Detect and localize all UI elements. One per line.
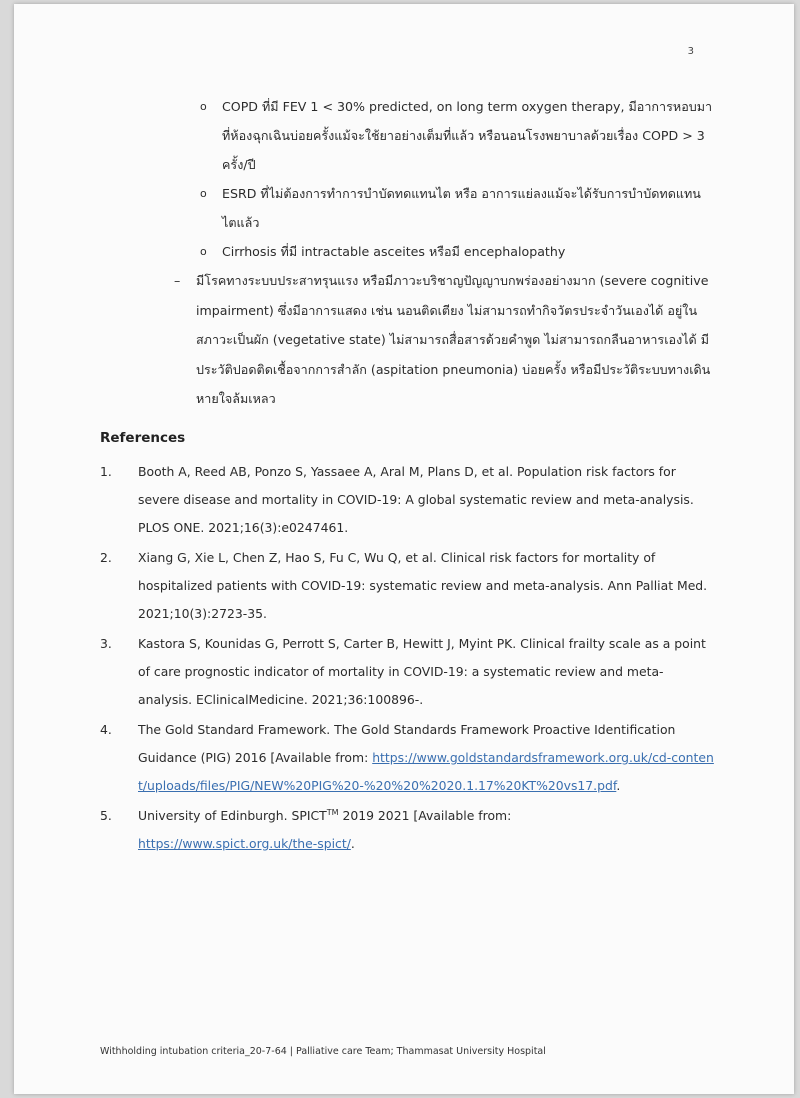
list-item (14, 237, 794, 266)
bullet-text: Cirrhosis ที่มี intractable asceites หรือมี encephalopathy (222, 244, 566, 259)
reference-item (14, 458, 794, 542)
bullet-text: COPD ที่มี FEV 1 < 30% predicted, on long term oxygen therapy, มีอาการหอบมาที่ห้องฉุกเฉินบ่อยครั้งแม้จะใช้ยาอย่างเต็มที่แล้ว หรือนอนโรงพยาบาลด้วยเรื่อง COPD > 3 ครั้ง/ปี (222, 99, 713, 172)
reference-number: 1. (100, 464, 112, 479)
trademark-superscript: TM (326, 807, 339, 817)
gsf-pig-link[interactable]: https://www.goldstandardsframework.org.uk/cd-content/uploads/files/PIG/NEW%20PIG%20-%20%20%2020.1.17%20KT%20vs17.pdf (138, 750, 714, 793)
condition-bullet-list (14, 92, 794, 414)
references-list (14, 458, 794, 860)
reference-end-punct: . (616, 778, 621, 793)
reference-number: 4. (100, 722, 112, 737)
list-item (14, 179, 794, 237)
reference-text-cont: 2019 2021 [Available from: (338, 808, 512, 823)
document-page (14, 4, 794, 1094)
page-number: 3 (687, 46, 694, 57)
reference-number: 2. (100, 550, 112, 565)
references-heading: References (100, 430, 186, 446)
bullet-text: ESRD ที่ไม่ต้องการทำการบำบัดทดแทนไต หรือ อาการแย่ลงแม้จะได้รับการบำบัดทดแทนไตแล้ว (222, 186, 701, 230)
circle-bullet-icon: o (200, 100, 207, 113)
bullet-text: มีโรคทางระบบประสาทรุนแรง หรือมีภาวะบริชาญปัญญาบกพร่องอย่างมาก (severe cognitive impairment) ซึ่งมีอาการแสดง เช่น นอนติดเตียง ไม่สามารถทำกิจวัตรประจำวันเองได้ อยู่ในสภาวะเป็นผัก (vegetative state) ไม่สามารถสื่อสารด้วยคำพูด ไม่สามารถกลืนอาหารเองได้ มีประวัติปอดติดเชื้อจากการสำลัก (aspitation pneumonia) บ่อยครั้ง หรือมีประวัติระบบทางเดินหายใจล้มเหลว (196, 273, 711, 406)
spict-link[interactable]: https://www.spict.org.uk/the-spict/ (138, 836, 351, 851)
reference-end-punct: . (350, 836, 355, 851)
circle-bullet-icon: o (200, 187, 207, 200)
reference-item (14, 544, 794, 628)
list-item (14, 266, 794, 414)
reference-text: University of Edinburgh. SPICT (138, 808, 327, 823)
list-item (14, 92, 794, 179)
page-footer: Withholding intubation criteria_20-7-64 | Palliative care Team; Thammasat University Hospital (100, 1046, 546, 1057)
reference-item (14, 630, 794, 714)
reference-text: Booth A, Reed AB, Ponzo S, Yassaee A, Aral M, Plans D, et al. Population risk factors for severe disease and mortality in COVID-19: A global systematic review and meta-analysis. PLOS ONE. 2021;16(3):e0247461. (138, 464, 694, 535)
reference-item (14, 716, 794, 800)
reference-text: The Gold Standard Framework. The Gold Standards Framework Proactive Identification Guidance (PIG) 2016 [Available from: (138, 722, 676, 765)
reference-number: 3. (100, 636, 112, 651)
reference-text: Kastora S, Kounidas G, Perrott S, Carter B, Hewitt J, Myint PK. Clinical frailty scale as a point of care prognostic indicator of mortality in COVID-19: a systematic review and meta-analysis. EClinicalMedicine. 2021;36:100896-. (138, 636, 706, 707)
dash-bullet-icon: – (174, 273, 181, 288)
reference-text: Xiang G, Xie L, Chen Z, Hao S, Fu C, Wu Q, et al. Clinical risk factors for mortality of hospitalized patients with COVID-19: systematic review and meta-analysis. Ann Palliat Med. 2021;10(3):2723-35. (138, 550, 708, 621)
reference-number: 5. (100, 808, 112, 823)
reference-item (14, 802, 794, 858)
circle-bullet-icon: o (200, 245, 207, 258)
